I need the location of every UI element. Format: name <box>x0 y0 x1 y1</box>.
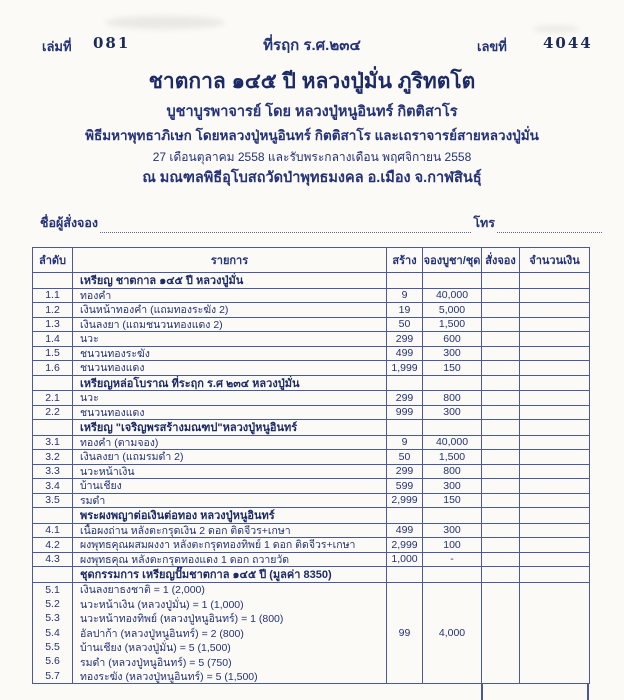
made-cell <box>387 273 423 288</box>
price-cell: 150 <box>423 361 482 375</box>
seq-cell <box>33 376 73 391</box>
column-header: จองบูชา/ชุด <box>423 248 482 272</box>
price-cell: 800 <box>423 465 482 479</box>
price-cell: 600 <box>423 332 482 346</box>
item-line: นวะหน้าทองทิพย์ (หลวงปู่หนูอินทร์) = 1 (800) <box>80 613 284 626</box>
item-cell: เนื้อผงถ่าน หลังตะกรุดเงิน 2 ดอก ติดจีวร+เกษา <box>73 524 387 538</box>
made-cell <box>387 508 423 523</box>
seq-stack <box>33 583 73 684</box>
order-cell <box>482 376 520 391</box>
seq-cell: 1.2 <box>33 303 73 317</box>
column-header: สั่งจอง <box>482 248 520 272</box>
seq-line: 5.5 <box>45 641 60 654</box>
made-cell: 19 <box>387 303 423 317</box>
total-cell-left-line <box>481 684 483 700</box>
section-title: ชุดกรรมการ เหรียญปั๊มชาตกาล ๑๔๕ ปี (มูลค่า 8350) <box>73 567 387 582</box>
seq-cell: 4.2 <box>33 538 73 552</box>
order-cell <box>482 273 520 288</box>
made-cell: 599 <box>387 479 423 493</box>
order-fill-cell <box>482 332 520 346</box>
amount-fill-cell <box>520 479 589 493</box>
amount-fill-cell <box>520 303 589 317</box>
table-row <box>33 493 589 508</box>
amount-fill-cell <box>520 494 589 508</box>
table-row <box>33 405 589 420</box>
seq-cell: 1.1 <box>33 289 73 303</box>
price-cell <box>423 376 482 391</box>
table-row <box>33 464 589 479</box>
seq-line: 5.3 <box>45 612 60 625</box>
price-cell: 40,000 <box>423 436 482 450</box>
amount-fill-cell <box>520 583 589 684</box>
seq-cell: 4.1 <box>33 524 73 538</box>
amount-fill-cell <box>520 406 589 420</box>
order-fill-cell <box>482 303 520 317</box>
amount-fill-cell <box>520 450 589 464</box>
table-header-row <box>33 248 589 272</box>
price-cell: 5,000 <box>423 303 482 317</box>
item-cell: เงินลงยา (แถมรมดำ 2) <box>73 450 387 464</box>
seq-cell <box>33 567 73 582</box>
price-cell: 300 <box>423 406 482 420</box>
scan-smudge <box>105 16 225 29</box>
made-cell: 299 <box>387 391 423 405</box>
order-fill-cell <box>482 538 520 552</box>
table-row <box>33 537 589 552</box>
price-cell: 1,500 <box>423 318 482 332</box>
seq-cell <box>33 508 73 523</box>
made-cell: 50 <box>387 450 423 464</box>
made-cell: 9 <box>387 289 423 303</box>
price-cell <box>423 567 482 582</box>
amount-cell <box>520 273 589 288</box>
seq-cell: 1.4 <box>33 332 73 346</box>
price-cell <box>423 420 482 435</box>
price-cell: 300 <box>423 347 482 361</box>
item-line: อัลปาก้า (หลวงปู่หนูอินทร์) = 2 (800) <box>80 627 244 640</box>
seq-cell: 1.5 <box>33 347 73 361</box>
total-cell-right-line <box>587 684 589 700</box>
item-line: เงินลงยาธงชาติ = 1 (2,000) <box>80 584 205 597</box>
price-cell: 300 <box>423 524 482 538</box>
book-number-value: 081 <box>93 34 131 52</box>
made-cell <box>387 376 423 391</box>
order-fill-cell <box>482 361 520 375</box>
header-line-1 <box>0 33 624 53</box>
amount-fill-cell <box>520 538 589 552</box>
seq-cell <box>33 420 73 435</box>
item-line: ทองระฆัง (หลวงปู่หนูอินทร์) = 5 (1,500) <box>80 671 258 683</box>
subtitle-dates: 27 เดือนตุลาคม 2558 และรับพระกลางเดือน พฤศจิกายน 2558 <box>152 150 472 164</box>
order-table <box>32 247 590 684</box>
order-fill-cell <box>482 494 520 508</box>
price-cell <box>423 273 482 288</box>
amount-fill-cell <box>520 318 589 332</box>
table-row <box>33 552 589 567</box>
order-fill-cell <box>482 289 520 303</box>
made-cell <box>387 420 423 435</box>
table-row <box>33 390 589 405</box>
amount-fill-cell <box>520 289 589 303</box>
column-header: จำนวนเงิน <box>529 255 580 267</box>
amount-fill-cell <box>520 436 589 450</box>
memorial-line: ที่รฤก ร.ศ.๒๓๔ <box>263 37 361 54</box>
item-cell: บ้านเชียง <box>73 479 387 493</box>
section-header-row <box>33 272 589 288</box>
table-row <box>33 302 589 317</box>
order-fill-cell <box>482 479 520 493</box>
amount-fill-cell <box>520 391 589 405</box>
section-header-row <box>33 419 589 435</box>
amount-cell <box>520 420 589 435</box>
amount-cell <box>520 567 589 582</box>
page-title: ชาตกาล ๑๔๕ ปี หลวงปู่มั่น ภูริทตโต <box>148 70 476 93</box>
made-cell: 999 <box>387 406 423 420</box>
subtitle-dedication: บูชาบูรพาจารย์ โดย หลวงปู่หนูอินทร์ กิตติสาโร <box>166 104 458 120</box>
item-line: บ้านเชียง (หลวงปู่มั่น) = 5 (1,500) <box>80 642 231 655</box>
price-cell: 40,000 <box>423 289 482 303</box>
seq-cell: 1.6 <box>33 361 73 375</box>
table-row <box>33 523 589 538</box>
amount-fill-cell <box>520 347 589 361</box>
serial-number-label: เลขที่ <box>477 39 507 54</box>
made-cell: 499 <box>387 347 423 361</box>
scan-smudge <box>532 26 580 32</box>
section-header-row <box>33 375 589 391</box>
grouped-section-rows <box>33 582 589 684</box>
seq-cell: 3.4 <box>33 479 73 493</box>
section-title: เหรียญ ชาตกาล ๑๔๕ ปี หลวงปู่มั่น <box>73 273 387 288</box>
order-cell <box>482 567 520 582</box>
item-cell: นวะหน้าเงิน <box>73 465 387 479</box>
seq-cell: 3.5 <box>33 494 73 508</box>
price-cell: 4,000 <box>423 583 482 684</box>
orderer-line <box>40 215 602 233</box>
seq-cell <box>33 273 73 288</box>
made-cell: 499 <box>387 524 423 538</box>
order-fill-cell <box>482 436 520 450</box>
seq-cell: 1.3 <box>33 318 73 332</box>
table-row <box>33 331 589 346</box>
item-cell: ทองคำ (ตามจอง) <box>73 436 387 450</box>
price-cell: 1,500 <box>423 450 482 464</box>
orderer-name-label: ชื่อผู้สั่งจอง <box>40 216 98 230</box>
price-cell: 300 <box>423 479 482 493</box>
order-fill-cell <box>482 553 520 567</box>
table-row <box>33 449 589 464</box>
phone-fill-line <box>497 219 602 233</box>
column-header: ลำดับ <box>33 248 73 272</box>
seq-line: 5.1 <box>45 583 60 596</box>
made-cell: 50 <box>387 318 423 332</box>
table-row <box>33 346 589 361</box>
section-header-row <box>33 566 589 582</box>
amount-fill-cell <box>520 332 589 346</box>
price-cell: 800 <box>423 391 482 405</box>
price-cell: 150 <box>423 494 482 508</box>
order-cell <box>482 420 520 435</box>
table-row <box>33 435 589 450</box>
orderer-name-fill-line <box>100 219 471 233</box>
order-fill-cell <box>482 406 520 420</box>
order-fill-cell <box>482 318 520 332</box>
item-line: รมดำ (หลวงปู่หนูอินทร์) = 5 (750) <box>80 656 232 669</box>
item-cell: นวะ <box>73 332 387 346</box>
item-cell: ผงพุทธคุณผสมผงงา หลังตะกรุดทองทิพย์ 1 ดอก ติดจีวร+เกษา <box>73 538 387 552</box>
amount-fill-cell <box>520 361 589 375</box>
item-cell: ผงพุทธคุณ หลังตะกรุดทองแดง 1 ดอก ถวายวัด <box>73 553 387 567</box>
made-cell: 9 <box>387 436 423 450</box>
amount-cell <box>520 376 589 391</box>
column-header: สร้าง <box>387 248 423 272</box>
seq-cell: 3.2 <box>33 450 73 464</box>
price-cell <box>423 508 482 523</box>
section-title: เหรียญ "เจริญพรสร้างมณฑป"หลวงปู่หนูอินทร์ <box>73 420 387 435</box>
seq-line: 5.7 <box>45 669 60 682</box>
column-header: รายการ <box>73 248 387 272</box>
amount-fill-cell <box>520 553 589 567</box>
made-cell: 1,999 <box>387 361 423 375</box>
made-cell <box>387 567 423 582</box>
section-title: เหรียญหล่อโบราณ ที่ระฤก ร.ศ ๒๓๔ หลวงปู่มั่น <box>73 376 387 391</box>
order-fill-cell <box>482 450 520 464</box>
item-cell: เงินหน้าทองคำ (แถมทองระฆัง 2) <box>73 303 387 317</box>
section-title: พระผงพญาต่อเงินต่อทอง หลวงปู่หนูอินทร์ <box>73 508 387 523</box>
made-cell: 2,999 <box>387 494 423 508</box>
subtitle-ceremony: พิธีมหาพุทธาภิเษก โดยหลวงปู่หนูอินทร์ กิตติสาโร และเถราจารย์สายหลวงปู่มั่น <box>85 128 539 143</box>
section-header-row <box>33 507 589 523</box>
amount-fill-cell <box>520 524 589 538</box>
seq-line: 5.4 <box>45 626 60 639</box>
seq-cell: 4.3 <box>33 553 73 567</box>
seq-cell: 2.2 <box>33 406 73 420</box>
made-cell: 2,999 <box>387 538 423 552</box>
seq-line: 5.2 <box>45 598 60 611</box>
table-row <box>33 360 589 375</box>
item-cell: ชนวนทองแดง <box>73 406 387 420</box>
order-fill-cell <box>482 391 520 405</box>
item-line: นวะหน้าเงิน (หลวงปู่มั่น) = 1 (1,000) <box>80 598 244 611</box>
item-cell: เงินลงยา (แถมชนวนทองแดง 2) <box>73 318 387 332</box>
made-cell: 1,000 <box>387 553 423 567</box>
order-fill-cell <box>482 465 520 479</box>
price-cell: - <box>423 553 482 567</box>
order-fill-cell <box>482 524 520 538</box>
table-row <box>33 478 589 493</box>
serial-number-value: 4044 <box>543 34 593 52</box>
phone-label: โทร <box>473 216 495 230</box>
item-cell: ชนวนทองระฆัง <box>73 347 387 361</box>
book-number-label: เล่มที่ <box>42 39 72 54</box>
order-fill-cell <box>482 583 520 684</box>
seq-cell: 3.1 <box>33 436 73 450</box>
order-cell <box>482 508 520 523</box>
item-stack <box>73 583 387 684</box>
seq-cell: 2.1 <box>33 391 73 405</box>
item-cell: นวะ <box>73 391 387 405</box>
subtitle-venue: ณ มณฑลพิธีอุโบสถวัดป่าพุทธมงคล อ.เมือง จ.กาฬสินธุ์ <box>142 170 482 186</box>
seq-line: 5.6 <box>45 655 60 668</box>
amount-fill-cell <box>520 465 589 479</box>
item-cell: ทองคำ <box>73 289 387 303</box>
price-cell: 100 <box>423 538 482 552</box>
order-fill-cell <box>482 347 520 361</box>
item-cell: ชนวนทองแดง <box>73 361 387 375</box>
seq-cell: 3.3 <box>33 465 73 479</box>
made-cell: 299 <box>387 465 423 479</box>
table-row <box>33 317 589 332</box>
made-cell: 99 <box>387 583 423 684</box>
table-row <box>33 288 589 303</box>
made-cell: 299 <box>387 332 423 346</box>
item-cell: รมดำ <box>73 494 387 508</box>
amount-cell <box>520 508 589 523</box>
